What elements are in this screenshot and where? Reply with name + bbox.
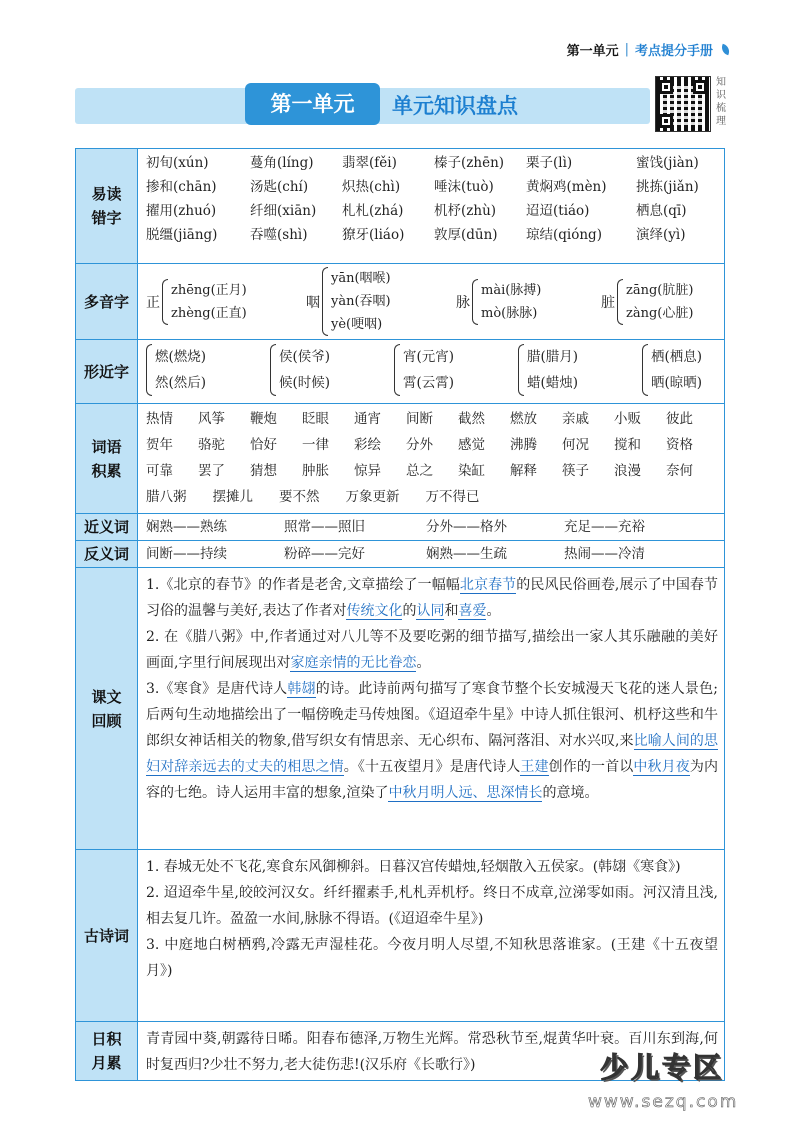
- row-polyphonic: [76, 264, 724, 340]
- easy-misread-item: 机杼(zhù): [434, 203, 497, 219]
- word-item: 摆摊儿: [212, 489, 253, 505]
- easy-misread-item: 唾沫(tuò): [434, 179, 494, 195]
- review-paragraph-2: 2. 在《腊八粥》中,作者通过对八儿等不及要吃粥的细节描写,描绘出一家人其乐融融的美好画面,字里行间展现出对家庭亲情的无比眷恋。: [146, 629, 718, 671]
- polyphonic-group: [306, 267, 446, 336]
- similar-group: [270, 344, 394, 396]
- easy-misread-item: 札札(zhá): [342, 203, 404, 219]
- easy-misread-content: [138, 149, 734, 263]
- similar-char: 腊(腊月): [527, 349, 579, 365]
- qr-code-icon[interactable]: [655, 76, 711, 132]
- similar-char: 宵(元宵): [403, 349, 455, 365]
- row-ancient-poems: [76, 850, 724, 1022]
- ancient-poems-content: [138, 850, 724, 1021]
- similar-char: 霄(云霄): [403, 375, 455, 391]
- word-item: 染缸: [458, 463, 485, 479]
- word-item: 腊八粥: [146, 489, 187, 505]
- brace-icon: [146, 344, 152, 396]
- word-item: 感觉: [458, 437, 485, 453]
- polyphonic-reading: yān(咽喉): [331, 271, 391, 286]
- word-item: 彼此: [666, 411, 693, 427]
- word-item: 沸腾: [510, 437, 537, 453]
- antonyms-content: [138, 541, 724, 567]
- knowledge-table: [75, 148, 725, 1081]
- watermark-title: 少儿专区: [600, 1051, 725, 1084]
- easy-misread-item: 吞噬(shì): [250, 227, 308, 243]
- word-item: 何况: [562, 437, 589, 453]
- similar-group: [642, 344, 766, 396]
- label-ancient-poems: 古诗词: [76, 850, 138, 1021]
- easy-misread-item: 琼结(qióng): [526, 227, 602, 243]
- synonyms-content: [138, 514, 724, 540]
- header-book-title: 考点提分手册: [634, 44, 713, 59]
- polyphonic-reading: zàng(心脏): [626, 305, 694, 321]
- label-easy-misread: [76, 149, 138, 263]
- word-item: 筷子: [562, 463, 589, 479]
- row-word-accumulation: [76, 404, 724, 514]
- row-synonyms: [76, 514, 724, 541]
- similar-char: 候(时候): [279, 375, 331, 391]
- polyphonic-char: 脉: [456, 294, 470, 311]
- label-word-accumulation: [76, 404, 138, 513]
- banner-unit-title: 第一单元: [245, 83, 380, 125]
- easy-misread-item: 榛子(zhēn): [434, 155, 505, 171]
- easy-misread-item: 獠牙(liáo): [342, 227, 405, 243]
- easy-misread-item: 初旬(xún): [146, 155, 209, 171]
- word-item: 解释: [510, 463, 537, 479]
- word-item: 搅和: [614, 437, 641, 453]
- polyphonic-reading: zhèng(正直): [171, 305, 247, 321]
- polyphonic-group: [146, 279, 296, 325]
- polyphonic-options: [481, 279, 541, 325]
- polyphonic-group: [456, 279, 591, 325]
- word-item: 要不然: [279, 489, 320, 505]
- similar-chars-content: [138, 340, 772, 403]
- easy-misread-item: 黄焖鸡(mèn): [526, 179, 607, 195]
- easy-misread-item: 纤细(xiān): [250, 203, 317, 219]
- running-header: [567, 40, 730, 59]
- word-item: 资格: [666, 437, 693, 453]
- label-polyphonic: 多音字: [76, 264, 138, 339]
- qr-label: 知识梳理: [716, 77, 726, 127]
- polyphonic-options: [171, 279, 247, 325]
- word-item: 骆驼: [198, 437, 225, 453]
- word-item: 奈何: [666, 463, 693, 479]
- word-item: 彩绘: [354, 437, 381, 453]
- label-text: 日积月累: [91, 1030, 122, 1072]
- watermark-url: www.sezq.com: [588, 1092, 739, 1112]
- synonym-pair: 娴熟——熟练: [146, 519, 227, 535]
- label-text: 课文回顾: [91, 687, 122, 730]
- row-text-review: [76, 568, 724, 850]
- synonym-pair: 充足——充裕: [564, 519, 645, 535]
- label-text: 词语积累: [91, 437, 122, 480]
- polyphonic-options: [331, 267, 391, 336]
- word-item: 燃放: [510, 411, 537, 427]
- similar-options: [155, 344, 206, 396]
- similar-char: 蜡(蜡烛): [527, 375, 579, 391]
- easy-misread-item: 栗子(lì): [526, 155, 573, 171]
- word-accumulation-content: [138, 404, 724, 513]
- polyphonic-reading: yè(哽咽): [331, 317, 383, 332]
- word-item: 热情: [146, 411, 173, 427]
- similar-char: 燃(燃烧): [155, 349, 207, 365]
- watermark: [560, 1046, 739, 1116]
- word-item: 猜想: [250, 463, 277, 479]
- header-unit: 第一单元: [566, 44, 619, 59]
- poem-1: 1. 春城无处不飞花,寒食东风御柳斜。日暮汉宫传蜡烛,轻烟散入五侯家。(韩翃《寒食》): [146, 859, 681, 875]
- label-antonyms: 反义词: [76, 541, 138, 567]
- brace-icon: [518, 344, 524, 396]
- similar-group: [394, 344, 518, 396]
- synonym-pairs: [146, 517, 718, 537]
- similar-options: [527, 344, 578, 396]
- leaf-icon: [720, 44, 732, 56]
- label-daily-accumulation: [76, 1022, 138, 1080]
- word-grid: [146, 408, 718, 482]
- word-item: 眨眼: [302, 411, 329, 427]
- word-item: 鞭炮: [250, 411, 277, 427]
- row-easy-misread: [76, 149, 724, 264]
- word-item: 一律: [302, 437, 329, 453]
- antonym-pair: 热闹——冷清: [564, 546, 645, 562]
- label-synonyms: 近义词: [76, 514, 138, 540]
- polyphonic-content: [138, 264, 752, 339]
- synonym-pair: 照常——照旧: [284, 519, 365, 535]
- polyphonic-reading: mò(脉脉): [481, 305, 538, 321]
- brace-icon: [162, 279, 168, 325]
- brace-icon: [617, 279, 623, 325]
- brace-icon: [394, 344, 400, 396]
- similar-options: [403, 344, 454, 396]
- word-item: 小贩: [614, 411, 641, 427]
- word-item: 惊异: [354, 463, 381, 479]
- word-item: 分外: [406, 437, 433, 453]
- easy-misread-item: 蔓角(líng): [250, 155, 314, 171]
- polyphonic-groups: [146, 268, 746, 335]
- easy-misread-item: 迢迢(tiáo): [526, 203, 590, 219]
- header-separator: |: [624, 42, 629, 57]
- similar-options: [651, 344, 702, 396]
- label-similar-chars: 形近字: [76, 340, 138, 403]
- brace-icon: [472, 279, 478, 325]
- banner-subtitle: 单元知识盘点: [392, 94, 518, 118]
- review-paragraph-1: 1.《北京的春节》的作者是老舍,文章描绘了一幅幅北京春节的民风民俗画卷,展示了中国春节习俗的温馨与美好,表达了作者对传统文化的认同和喜爱。: [146, 577, 719, 619]
- word-extra-list: [146, 486, 718, 508]
- easy-misread-item: 栖息(qī): [636, 203, 687, 219]
- similar-group: [146, 344, 270, 396]
- easy-misread-grid: [146, 153, 728, 245]
- easy-misread-item: 汤匙(chí): [250, 179, 309, 195]
- word-item: 风筝: [198, 411, 225, 427]
- word-item: 罢了: [198, 463, 225, 479]
- polyphonic-reading: yàn(吞咽): [331, 294, 391, 309]
- antonym-pair: 间断——持续: [146, 546, 227, 562]
- brace-icon: [642, 344, 648, 396]
- easy-misread-item: 擢用(zhuó): [146, 203, 217, 219]
- antonym-pairs: [146, 544, 718, 564]
- similar-char: 侯(侯爷): [279, 349, 331, 365]
- poem-2: 2. 迢迢牵牛星,皎皎河汉女。纤纤擢素手,札札弄机杼。终日不成章,泣涕零如雨。河汉清且浅,相去复几许。盈盈一水间,脉脉不得语。(《迢迢牵牛星》): [146, 885, 718, 927]
- poem-3: 3. 中庭地白树栖鸦,冷露无声湿桂花。今夜月明人尽望,不知秋思落谁家。(王建《十五夜望月》): [146, 937, 718, 979]
- word-item: 亲戚: [562, 411, 589, 427]
- word-item: 贺年: [146, 437, 173, 453]
- brace-icon: [270, 344, 276, 396]
- similar-group: [518, 344, 642, 396]
- daily-text: 青青园中葵,朝露待日晞。阳春布德泽,万物生光辉。常恐秋节至,焜黄华叶衰。百川东到海,何时复西归?少壮不努力,老大徒伤悲!(汉乐府《长歌行》): [146, 1031, 718, 1073]
- label-text: 易读错字: [91, 185, 122, 227]
- polyphonic-char: 脏: [601, 294, 615, 311]
- word-item: 恰好: [250, 437, 277, 453]
- easy-misread-item: 挑拣(jiǎn): [636, 179, 699, 195]
- word-item: 通宵: [354, 411, 381, 427]
- similar-options: [279, 344, 330, 396]
- word-item: 间断: [406, 411, 433, 427]
- polyphonic-char: 正: [146, 294, 160, 311]
- similar-char: 晒(晾晒): [651, 375, 703, 391]
- easy-misread-item: 翡翠(fěi): [342, 155, 397, 171]
- antonym-pair: 娴熟——生疏: [426, 546, 507, 562]
- row-antonyms: [76, 541, 724, 568]
- antonym-pair: 粉碎——完好: [284, 546, 365, 562]
- easy-misread-item: 敦厚(dūn): [434, 227, 498, 243]
- polyphonic-reading: zhēng(正月): [171, 282, 247, 298]
- easy-misread-item: 掺和(chān): [146, 179, 217, 195]
- easy-misread-item: 演绎(yì): [636, 227, 686, 243]
- text-review-content: [138, 568, 724, 849]
- similar-chars-groups: [146, 344, 766, 396]
- review-paragraph-3: 3.《寒食》是唐代诗人韩翃的诗。此诗前两句描写了寒食节整个长安城漫天飞花的迷人景色;后两句生动地描绘出了一幅傍晚走马传烛图。《迢迢牵牛星》中诗人抓住银河、机杼这些和牛郎织女神话相关的物象,借写织女有情思亲、无心织布、隔河落泪、对水兴叹,来比喻人间的思妇对辞亲远去的丈夫的相思之情。《十五夜望月》是唐代诗人王建创作的一首以中秋月夜为内容的七绝。诗人运用丰富的想象,渲染了中秋月明人远、思深情长的意境。: [146, 681, 719, 801]
- easy-misread-item: 脱缰(jiāng): [146, 227, 218, 243]
- word-item: 浪漫: [614, 463, 641, 479]
- polyphonic-group: [601, 279, 736, 325]
- similar-char: 然(然后): [155, 375, 207, 391]
- word-item: 截然: [458, 411, 485, 427]
- polyphonic-reading: zāng(肮脏): [626, 282, 694, 298]
- polyphonic-reading: mài(脉搏): [481, 282, 542, 298]
- label-text-review: [76, 568, 138, 849]
- brace-icon: [322, 267, 328, 336]
- word-item: 肿胀: [302, 463, 329, 479]
- easy-misread-item: 蜜饯(jiàn): [636, 155, 699, 171]
- row-similar-chars: [76, 340, 724, 404]
- easy-misread-item: 炽热(chì): [342, 179, 401, 195]
- word-item: 万象更新: [345, 489, 400, 505]
- similar-char: 栖(栖息): [651, 349, 703, 365]
- polyphonic-options: [626, 279, 693, 325]
- word-item: 可靠: [146, 463, 173, 479]
- synonym-pair: 分外——格外: [426, 519, 507, 535]
- word-item: 总之: [406, 463, 433, 479]
- polyphonic-char: 咽: [306, 294, 320, 311]
- word-item: 万不得已: [425, 489, 480, 505]
